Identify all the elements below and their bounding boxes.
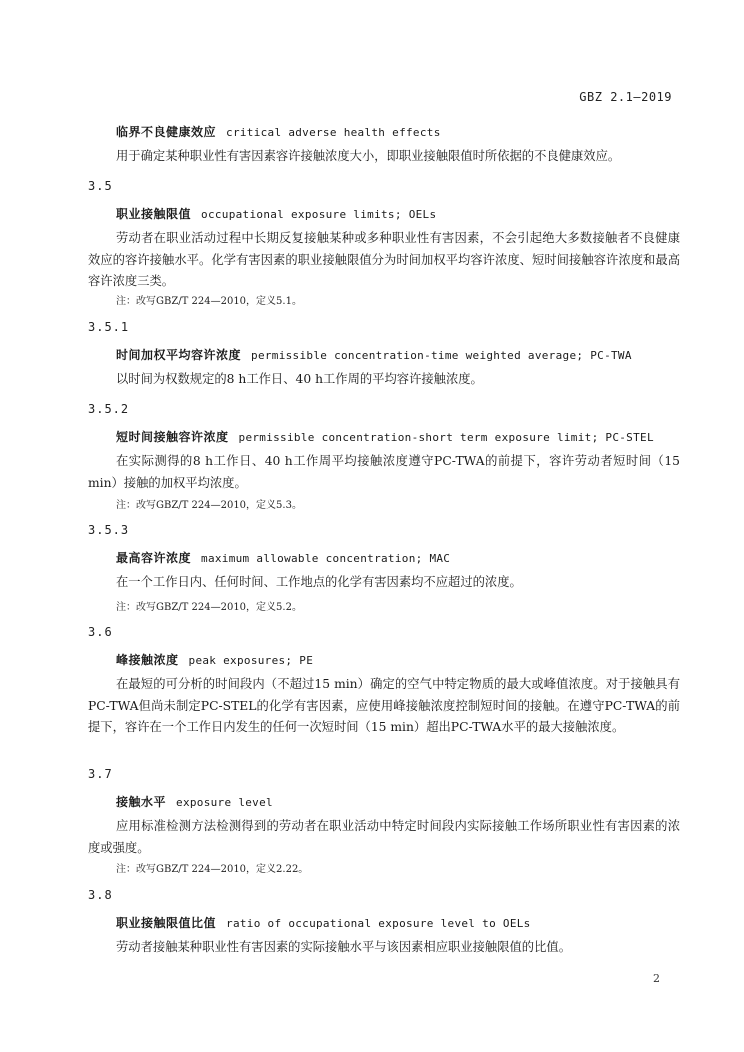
clause-number: 3.5.1 — [88, 320, 130, 334]
clause-number: 3.5.3 — [88, 523, 130, 537]
term-chinese: 接触水平 — [116, 795, 167, 809]
term-definition: 以时间为权数规定的8 h工作日、40 h工作周的平均容许接触浓度。 — [116, 372, 483, 386]
term-note: 注：改写GBZ/T 224—2010，定义2.22。 — [116, 864, 309, 875]
term-heading — [116, 914, 531, 931]
term-definition: 劳动者接触某种职业性有害因素的实际接触水平与该因素相应职业接触限值的比值。 — [116, 940, 571, 954]
term-english: maximum allowable concentration; MAC — [201, 552, 451, 565]
term-definition: 在一个工作日内、任何时间、工作地点的化学有害因素均不应超过的浓度。 — [116, 575, 522, 589]
term-chinese: 职业接触限值比值 — [116, 916, 217, 930]
term-chinese: 峰接触浓度 — [116, 653, 179, 667]
term-definition: 用于确定某种职业性有害因素容许接触浓度大小，即职业接触限值时所依据的不良健康效应。 — [116, 149, 621, 163]
term-chinese: 最高容许浓度 — [116, 551, 192, 565]
term-heading — [116, 793, 273, 810]
term-heading — [116, 205, 436, 222]
term-english: critical adverse health effects — [226, 126, 441, 139]
term-heading — [116, 346, 632, 363]
term-english: exposure level — [176, 796, 273, 809]
term-english: ratio of occupational exposure level to OELs — [226, 917, 531, 930]
term-definition: 应用标准检测方法检测得到的劳动者在职业活动中特定时间段内实际接触工作场所职业性有害因素的浓度或强度。 — [88, 819, 680, 855]
term-english: peak exposures; PE — [188, 654, 314, 667]
term-chinese: 短时间接触容许浓度 — [116, 430, 229, 444]
clause-number: 3.7 — [88, 767, 113, 781]
term-english: permissible concentration-time weighted average; PC-TWA — [251, 349, 632, 362]
term-english: occupational exposure limits; OELs — [201, 208, 437, 221]
clause-number: 3.8 — [88, 888, 113, 902]
page-number: 2 — [653, 972, 660, 985]
term-note: 注：改写GBZ/T 224—2010，定义5.2。 — [116, 602, 302, 613]
term-chinese: 临界不良健康效应 — [116, 125, 217, 139]
term-definition: 在最短的可分析的时间段内（不超过15 min）确定的空气中特定物质的最大或峰值浓度。对于接触具有PC-TWA但尚未制定PC-STEL的化学有害因素，应使用峰接触浓度控制短时间的接触。在遵守PC-TWA的前提下，容许在一个工作日内发生的任何一次短时间（15 min）超出PC-TWA水平的最大接触浓度。 — [88, 677, 680, 734]
term-chinese: 时间加权平均容许浓度 — [116, 348, 242, 362]
term-note: 注：改写GBZ/T 224—2010，定义5.3。 — [116, 500, 302, 511]
term-note: 注：改写GBZ/T 224—2010，定义5.1。 — [116, 296, 302, 307]
term-definition: 劳动者在职业活动过程中长期反复接触某种或多种职业性有害因素，不会引起绝大多数接触者不良健康效应的容许接触水平。化学有害因素的职业接触限值分为时间加权平均容许浓度、短时间接触容许浓度和最高容许浓度三类。 — [88, 231, 680, 288]
standard-code: GBZ 2.1—2019 — [579, 90, 672, 104]
term-definition: 在实际测得的8 h工作日、40 h工作周平均接触浓度遵守PC-TWA的前提下，容许劳动者短时间（15 min）接触的加权平均浓度。 — [88, 454, 680, 490]
term-heading — [116, 428, 654, 445]
term-chinese: 职业接触限值 — [116, 207, 192, 221]
clause-number: 3.5.2 — [88, 402, 130, 416]
term-heading — [116, 549, 450, 566]
clause-number: 3.6 — [88, 625, 113, 639]
term-heading — [116, 651, 313, 668]
term-english: permissible concentration-short term exposure limit; PC-STEL — [238, 431, 654, 444]
clause-number: 3.5 — [88, 179, 113, 193]
term-heading — [116, 123, 441, 140]
